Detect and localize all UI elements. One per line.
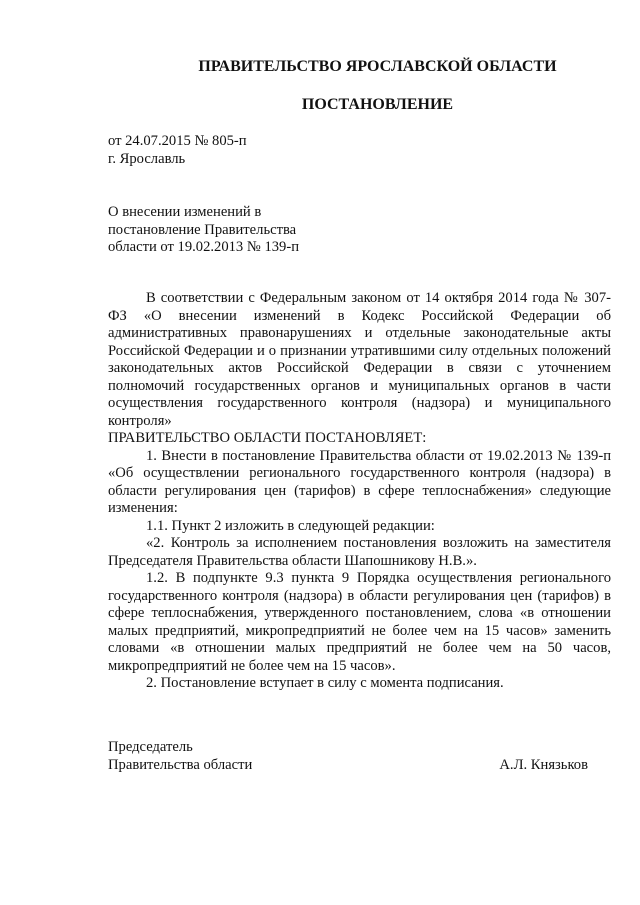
document-body [108, 290, 611, 693]
government-title: ПРАВИТЕЛЬСТВО ЯРОСЛАВСКОЙ ОБЛАСТИ [198, 58, 557, 75]
resolves-line: ПРАВИТЕЛЬСТВО ОБЛАСТИ ПОСТАНОВЛЯЕТ: [108, 430, 427, 446]
city: г. Ярославль [108, 151, 186, 167]
item-2-paragraph: 2. Постановление вступает в силу с момента подписания. [146, 675, 504, 691]
date-number: от 24.07.2015 № 805-п [108, 133, 247, 149]
item-1-1-quote-paragraph: «2. Контроль за исполнением постановления возложить на заместителя Председателя Правительства области Шапошникову Н.В.». [108, 535, 611, 569]
signatory-name: А.Л. Князьков [499, 757, 588, 773]
preamble-paragraph: В соответствии с Федеральным законом от 14 октября 2014 года № 307-ФЗ «О внесении изменений в Кодекс Российской Федерации об административных правонарушениях и отдельные законодательные акты Российской Федерации и о признании утратившими силу отдельных положений законодательных актов Российской Федерации в связи с уточнением полномочий государственных органов и муниципальных органов в части осуществления государственного контроля (надзора) и муниципального контроля» [108, 290, 611, 429]
item-1-paragraph: 1. Внести в постановление Правительства области от 19.02.2013 № 139-п «Об осуществлении регионального государственного контроля (надзора) в области регулирования цен (тарифов) в сфере теплоснабжения» следующие изменения: [108, 447, 611, 516]
document-type-heading: ПОСТАНОВЛЕНИЕ [301, 96, 454, 113]
signatory-position-line2: Правительства области [108, 757, 253, 773]
subject-line: области от 19.02.2013 № 139-п [108, 239, 300, 255]
item-1-1-paragraph: 1.1. Пункт 2 изложить в следующей редакции: [146, 517, 435, 534]
subject-line: постановление Правительства [108, 221, 297, 238]
subject-block [108, 204, 299, 257]
subject-line: О внесении изменений в [108, 204, 262, 220]
signature-row [108, 757, 588, 775]
item-1-2-paragraph: 1.2. В подпункте 9.3 пункта 9 Порядка осуществления регионального государственного контроля (надзора) в области регулирования цен (тарифов) в сфере теплоснабжения, утвержденного постановлением, слова «в отношении малых предприятий, микропредприятий не более чем на 15 часов» заменить словами «в отношении малых предприятий не более чем на 50 часов, микропредприятий не более чем на 15 часов». [108, 570, 611, 674]
signatory-position-line1: Председатель [108, 739, 193, 755]
